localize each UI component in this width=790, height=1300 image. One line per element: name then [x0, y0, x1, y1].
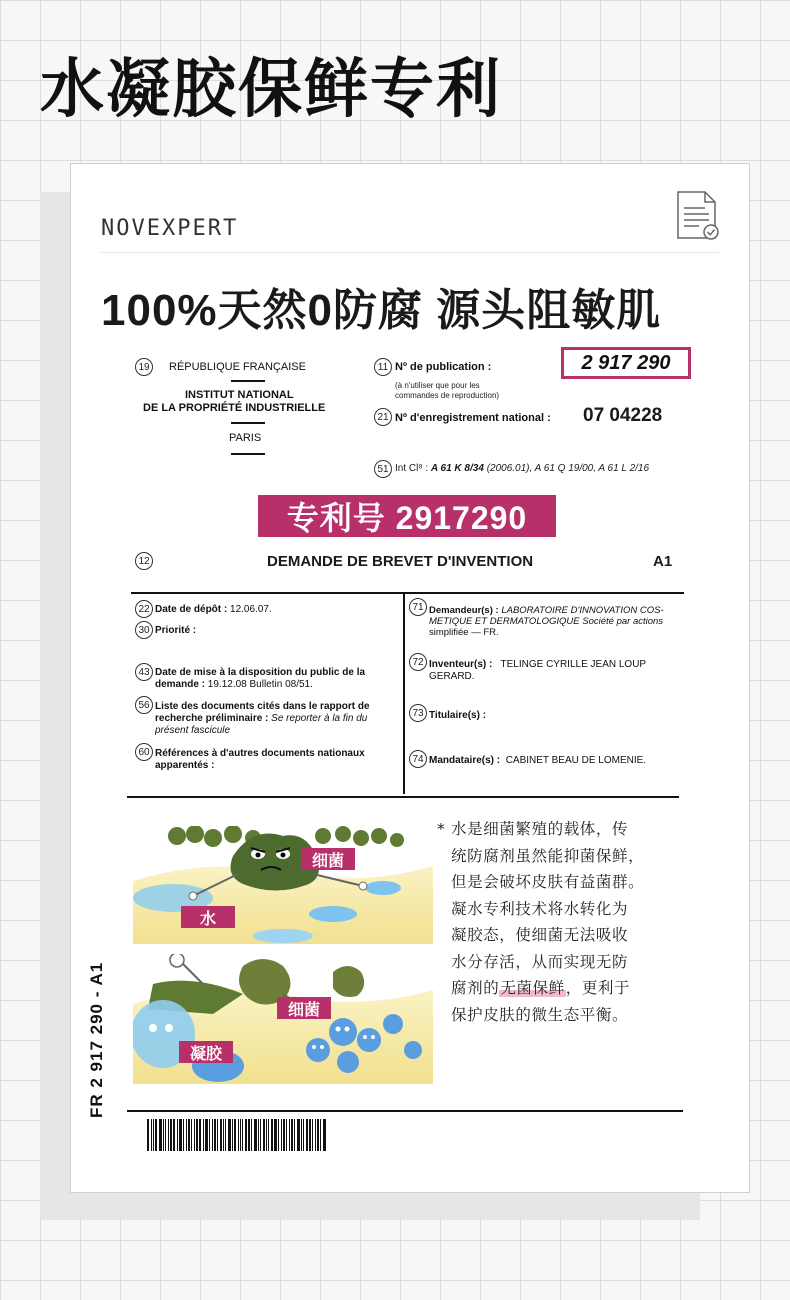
refs-line2: apparentés : [155, 760, 215, 771]
barcode-bar [301, 1119, 302, 1151]
barcode-bar [286, 1119, 287, 1151]
barcode-bar [186, 1119, 187, 1151]
rule [231, 380, 265, 382]
code-11: 11 [374, 358, 392, 376]
barcode-bar [196, 1119, 198, 1151]
date-depot-value: 12.06.07. [230, 604, 272, 615]
barcode-bar [170, 1119, 172, 1151]
note-line-4: 凝水专利技术将水转化为 [451, 899, 629, 918]
tag-gel: 凝胶 [179, 1041, 233, 1063]
barcode-bar [317, 1119, 319, 1151]
barcode-bar [274, 1119, 277, 1151]
code-19: 19 [135, 358, 153, 376]
barcode-bar [205, 1119, 208, 1151]
barcode-bar [309, 1119, 311, 1151]
barcode-bar [271, 1119, 273, 1151]
barcode-bar [238, 1119, 239, 1151]
barcode-bar [163, 1119, 164, 1151]
demandeur-label: Demandeur(s) : [429, 605, 499, 616]
int-cl-label: Int Cl⁸ : [395, 463, 429, 474]
barcode-bar [199, 1119, 201, 1151]
priorite-label: Priorité : [155, 625, 197, 636]
illustration-gel-bacteria [133, 954, 433, 1084]
titulaire-label: Titulaire(s) : [429, 710, 487, 721]
code-73: 73 [409, 704, 427, 722]
barcode-bar [306, 1119, 308, 1151]
rule [231, 453, 265, 455]
code-21: 21 [374, 408, 392, 426]
note-star: * [437, 820, 446, 838]
barcode-bar [228, 1119, 231, 1151]
int-cl-rest: (2006.01), A 61 Q 19/00, A 61 L 2/16 [486, 463, 650, 474]
pub-date-label: demande : [155, 679, 206, 690]
barcode-bar [214, 1119, 216, 1151]
barcode-bar [323, 1119, 326, 1151]
barcode-bar [234, 1119, 236, 1151]
barcode-bar [168, 1119, 169, 1151]
barcode-bar [268, 1119, 269, 1151]
note-line-6: 水分存活，从而实现无防 [451, 952, 629, 971]
barcode-bar [258, 1119, 259, 1151]
brand-logo: NOVEXPERT [101, 216, 239, 241]
barcode-bar [251, 1119, 252, 1151]
code-30: 30 [135, 621, 153, 639]
barcode-bar [248, 1119, 250, 1151]
barcode-bar [240, 1119, 241, 1151]
paris: PARIS [229, 432, 262, 444]
barcode-bar [177, 1119, 178, 1151]
patent-card [70, 163, 750, 1193]
liste-label: recherche préliminaire : [155, 713, 269, 724]
code-51: 51 [374, 460, 392, 478]
barcode-bar [281, 1119, 282, 1151]
date-depot-label: Date de dépôt : [155, 604, 228, 615]
code-56: 56 [135, 696, 153, 714]
table-top-rule [131, 592, 684, 594]
note-line-7a: 腐剂的 [451, 979, 500, 997]
barcode-bar [291, 1119, 293, 1151]
inventeur-line2: GERARD. [429, 671, 475, 682]
barcode-bar [294, 1119, 295, 1151]
barcode-bar [254, 1119, 257, 1151]
bottom-rule [127, 1110, 683, 1112]
code-43: 43 [135, 663, 153, 681]
tag-bacteria-top: 细菌 [301, 848, 355, 870]
barcode-bar [155, 1119, 157, 1151]
inventeur-label: Inventeur(s) : [429, 659, 493, 670]
note-line-8: 保护皮肤的微生态平衡。 [451, 1005, 629, 1024]
demandeur-line2: METIQUE ET DERMATOLOGIQUE Société par actions [429, 616, 664, 627]
barcode-bar [278, 1119, 279, 1151]
illustration-water-bacteria [133, 826, 433, 944]
barcode-bar [159, 1119, 162, 1151]
republique-francaise: RÉPUBLIQUE FRANÇAISE [169, 361, 306, 373]
int-cl [395, 463, 649, 474]
int-cl-main: A 61 K 8/34 [430, 463, 484, 474]
barcode-bar [147, 1119, 149, 1151]
pub-note-1: (à n'utiliser que pour les [395, 381, 480, 390]
barcode-bar [220, 1119, 222, 1151]
note-line-7 [451, 975, 701, 1002]
barcode-bar [266, 1119, 267, 1151]
vertical-patent-code: FR 2 917 290 - A1 [87, 961, 106, 1118]
registration-label: Nº d'enregistrement national : [395, 412, 551, 424]
barcode-bar [320, 1119, 321, 1151]
publication-number: 2 917 290 [561, 347, 691, 379]
liste-line1: Liste des documents cités dans le rapport de [155, 701, 370, 712]
barcode-bar [194, 1119, 195, 1151]
code-71: 71 [409, 598, 427, 616]
barcode-bar [179, 1119, 182, 1151]
registration-number: 07 04228 [583, 405, 663, 426]
barcode-bar [225, 1119, 226, 1151]
demandeur-value-1: LABORATOIRE D'INNOVATION COS- [501, 605, 664, 616]
pub-date-line1: Date de mise à la disposition du public de la [155, 667, 366, 678]
code-22: 22 [135, 600, 153, 618]
barcode-bar [245, 1119, 247, 1151]
pub-date-line2 [155, 679, 313, 690]
barcode-bar [188, 1119, 190, 1151]
kind-code: A1 [653, 553, 673, 570]
barcode-bar [315, 1119, 316, 1151]
institut-line2: DE LA PROPRIÉTÉ INDUSTRIELLE [143, 402, 326, 414]
liste-line3: présent fascicule [155, 725, 231, 736]
demande-title: DEMANDE DE BREVET D'INVENTION [267, 553, 534, 570]
pub-date-value: 19.12.08 Bulletin 08/51. [207, 679, 313, 690]
barcode-bar [212, 1119, 213, 1151]
date-depot [155, 604, 272, 615]
page-headline: 水凝胶保鲜专利 [40, 53, 502, 127]
barcode-bar [223, 1119, 224, 1151]
barcode-bar [209, 1119, 210, 1151]
demandeur-line1 [429, 605, 664, 616]
code-60: 60 [135, 743, 153, 761]
note-line-1: 水是细菌繁殖的载体，传 [451, 820, 629, 838]
tagline: 100%天然0防腐 源头阻敏肌 [101, 286, 662, 335]
pub-note-2: commandes de reproduction) [395, 391, 500, 400]
barcode-bar [203, 1119, 204, 1151]
mandataire-value: CABINET BEAU DE LOMENIE. [505, 755, 647, 766]
barcode-bar [289, 1119, 290, 1151]
barcode-bar [165, 1119, 166, 1151]
institut-line1: INSTITUT NATIONAL [185, 389, 294, 401]
rule [231, 422, 265, 424]
document-check-icon [675, 190, 721, 242]
table-bottom-rule [127, 796, 679, 798]
note-line-3: 但是会破坏皮肤有益菌群。 [451, 873, 645, 891]
barcode-bar [153, 1119, 154, 1151]
barcode-bar [242, 1119, 243, 1151]
barcode-bar [312, 1119, 313, 1151]
patent-number-pill: 专利号 2917290 [258, 495, 556, 537]
liste-value: Se reporter à la fin du [271, 713, 368, 724]
barcode-bar [183, 1119, 184, 1151]
barcode-bar [297, 1119, 300, 1151]
mandataire [429, 755, 646, 766]
barcode-bar [263, 1119, 265, 1151]
barcode-bar [260, 1119, 261, 1151]
code-72: 72 [409, 653, 427, 671]
patent-notes [437, 816, 701, 1028]
pub-label: Nº de publication : [395, 361, 492, 373]
tag-bacteria-bottom: 细菌 [277, 997, 331, 1019]
barcode-bar [191, 1119, 192, 1151]
inventeur-line1 [429, 659, 646, 670]
code-74: 74 [409, 750, 427, 768]
barcode [147, 1119, 327, 1151]
barcode-bar [232, 1119, 233, 1151]
note-line-2: 统防腐剂虽然能抑菌保鲜， [451, 846, 645, 865]
tag-water: 水 [181, 906, 235, 928]
brand-divider [101, 252, 719, 253]
code-12: 12 [135, 552, 153, 570]
demandeur-line3: simplifiée — FR. [429, 627, 499, 638]
barcode-bar [217, 1119, 218, 1151]
refs-line1: Références à d'autres documents nationaux [155, 748, 365, 759]
table-divider [403, 592, 405, 794]
barcode-bar [303, 1119, 304, 1151]
barcode-bar [283, 1119, 285, 1151]
note-highlight: 无菌保鲜 [500, 979, 565, 997]
note-line-7b: ，更利于 [565, 979, 631, 997]
barcode-bar [173, 1119, 175, 1151]
barcode-bar [151, 1119, 152, 1151]
mandataire-label: Mandataire(s) : [429, 755, 501, 766]
inventeur-value: TELINGE CYRILLE JEAN LOUP [500, 659, 647, 670]
liste-line2 [155, 713, 367, 724]
note-line-5: 凝胶态，使细菌无法吸收 [451, 926, 629, 944]
